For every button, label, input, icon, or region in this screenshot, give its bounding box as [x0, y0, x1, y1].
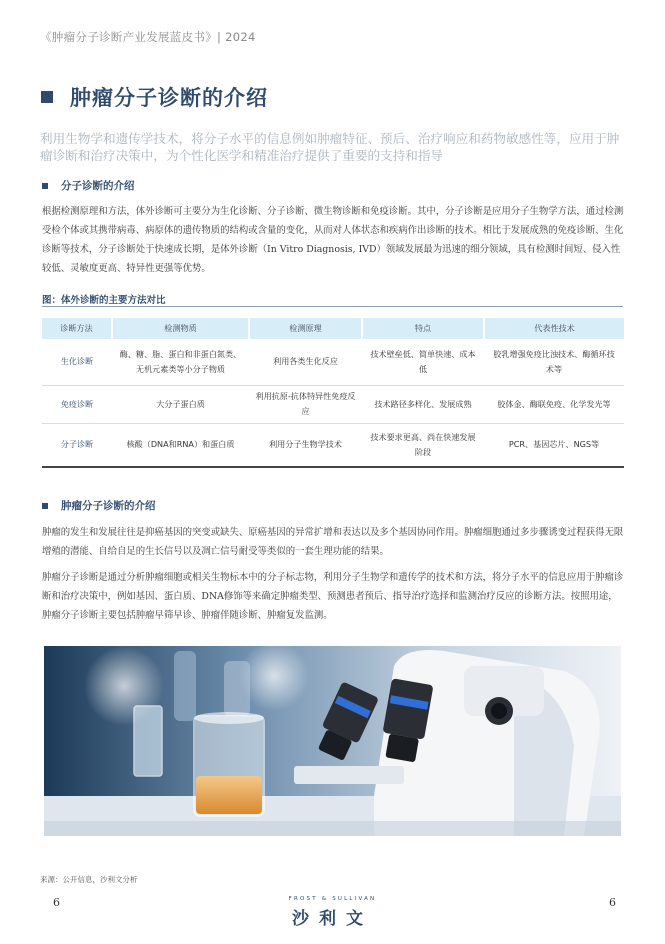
table-row — [42, 423, 624, 467]
section2-paragraph-1: 肿瘤的发生和发展往往是抑癌基因的突变或缺失、原癌基因的异常扩增和表达以及多个基因协同作用。肿瘤细胞通过多步骤诱变过程获得无限增殖的潜能、自给自足的生长信号以及凋亡信号耐受等类似的一套生理功能的结果。 — [42, 527, 624, 557]
section-title-molecular-diagnosis: 分子诊断的介绍 — [61, 180, 135, 192]
table-header-cell: 代表性技术 — [484, 318, 624, 339]
microscope-image — [44, 646, 621, 836]
section2-paragraph-2: 肿瘤分子诊断是通过分析肿瘤细胞或相关生物标本中的分子标志物，利用分子生物学和遗传学的技术和方法，将分子水平的信息应用于肿瘤诊断和治疗决策中，例如基因、蛋白质、DNA修饰等来确定肿瘤类型、预测患者预后、指导治疗选择和监测治疗反应的诊断方法。按照用途，肿瘤分子诊断主要包括肿瘤早筛早诊、肿瘤伴随诊断、肿瘤复发监测。 — [42, 572, 624, 621]
section-title-tumor-molecular-diagnosis: 肿瘤分子诊断的介绍 — [61, 500, 156, 512]
figure-title: 图：体外诊断的主要方法对比 — [42, 295, 166, 306]
table-cell: PCR、基因芯片、NGS等 — [484, 423, 624, 467]
table-cell: 利用抗原-抗体特异性免疫反应 — [249, 385, 362, 423]
source-note: 来源：公开信息，沙利文分析 — [40, 875, 138, 884]
section-marker — [42, 183, 48, 189]
table-cell: 利用分子生物学技术 — [249, 423, 362, 467]
table-cell-method: 生化诊断 — [42, 339, 112, 385]
table-cell-method: 分子诊断 — [42, 423, 112, 467]
section-marker — [42, 503, 48, 509]
page-number-right: 6 — [609, 896, 616, 909]
table-row — [42, 339, 624, 385]
table-cell: 技术要求更高、尚在快速发展阶段 — [362, 423, 484, 467]
table-cell: 酶、糖、脂、蛋白和非蛋白氮类、无机元素类等小分子物质 — [112, 339, 249, 385]
figure-rule — [42, 306, 623, 307]
table-cell: 胶体金、酶联免疫、化学发光等 — [484, 385, 624, 423]
table-cell: 核酸（DNA和RNA）和蛋白质 — [112, 423, 249, 467]
title-marker — [41, 91, 53, 103]
table-header-cell: 特点 — [362, 318, 484, 339]
table-row — [42, 385, 624, 423]
table-cell: 利用各类生化反应 — [249, 339, 362, 385]
page-subtitle: 利用生物学和遗传学技术，将分子水平的信息例如肿瘤特征、预后、治疗响应和药物敏感性等，应用于肿瘤诊断和治疗决策中，为个性化医学和精准治疗提供了重要的支持和指导 — [40, 131, 620, 163]
table-header-row — [42, 318, 624, 339]
page-header: 《肿瘤分子诊断产业发展蓝皮书》| 2024 — [40, 30, 256, 44]
methods-comparison-table — [42, 318, 624, 468]
table-header-cell: 诊断方法 — [42, 318, 112, 339]
table-cell: 大分子蛋白质 — [112, 385, 249, 423]
table-cell: 技术路径多样化、发展成熟 — [362, 385, 484, 423]
logo-english: FROST & SULLIVAN — [288, 896, 377, 902]
section1-paragraph: 根据检测原理和方法，体外诊断可主要分为生化诊断、分子诊断、微生物诊断和免疫诊断。其中，分子诊断是应用分子生物学方法，通过检测受检个体或其携带病毒、病原体的遗传物质的结构或含量的变化，从而对人体状态和疾病作出诊断的技术。相比于发展成熟的免疫诊断、生化诊断等技术，分子诊断处于快速成长期，是体外诊断（In Vitro Diagnosis, IVD）领域发展最为迅速的细分领域，具有检测时间短、侵入性较低、灵敏度更高、特异性更强等优势。 — [42, 206, 624, 274]
table-cell-method: 免疫诊断 — [42, 385, 112, 423]
page-number-left: 6 — [53, 896, 60, 909]
table-header-cell: 检测原理 — [249, 318, 362, 339]
table-cell: 技术壁垒低、简单快速、成本低 — [362, 339, 484, 385]
page-title: 肿瘤分子诊断的介绍 — [70, 86, 268, 110]
table-cell: 胶乳增强免疫比浊技术、酶循环技术等 — [484, 339, 624, 385]
logo-chinese: 沙利文 — [292, 909, 373, 929]
microscope-photo — [44, 646, 621, 836]
table-header-cell: 检测物质 — [112, 318, 249, 339]
